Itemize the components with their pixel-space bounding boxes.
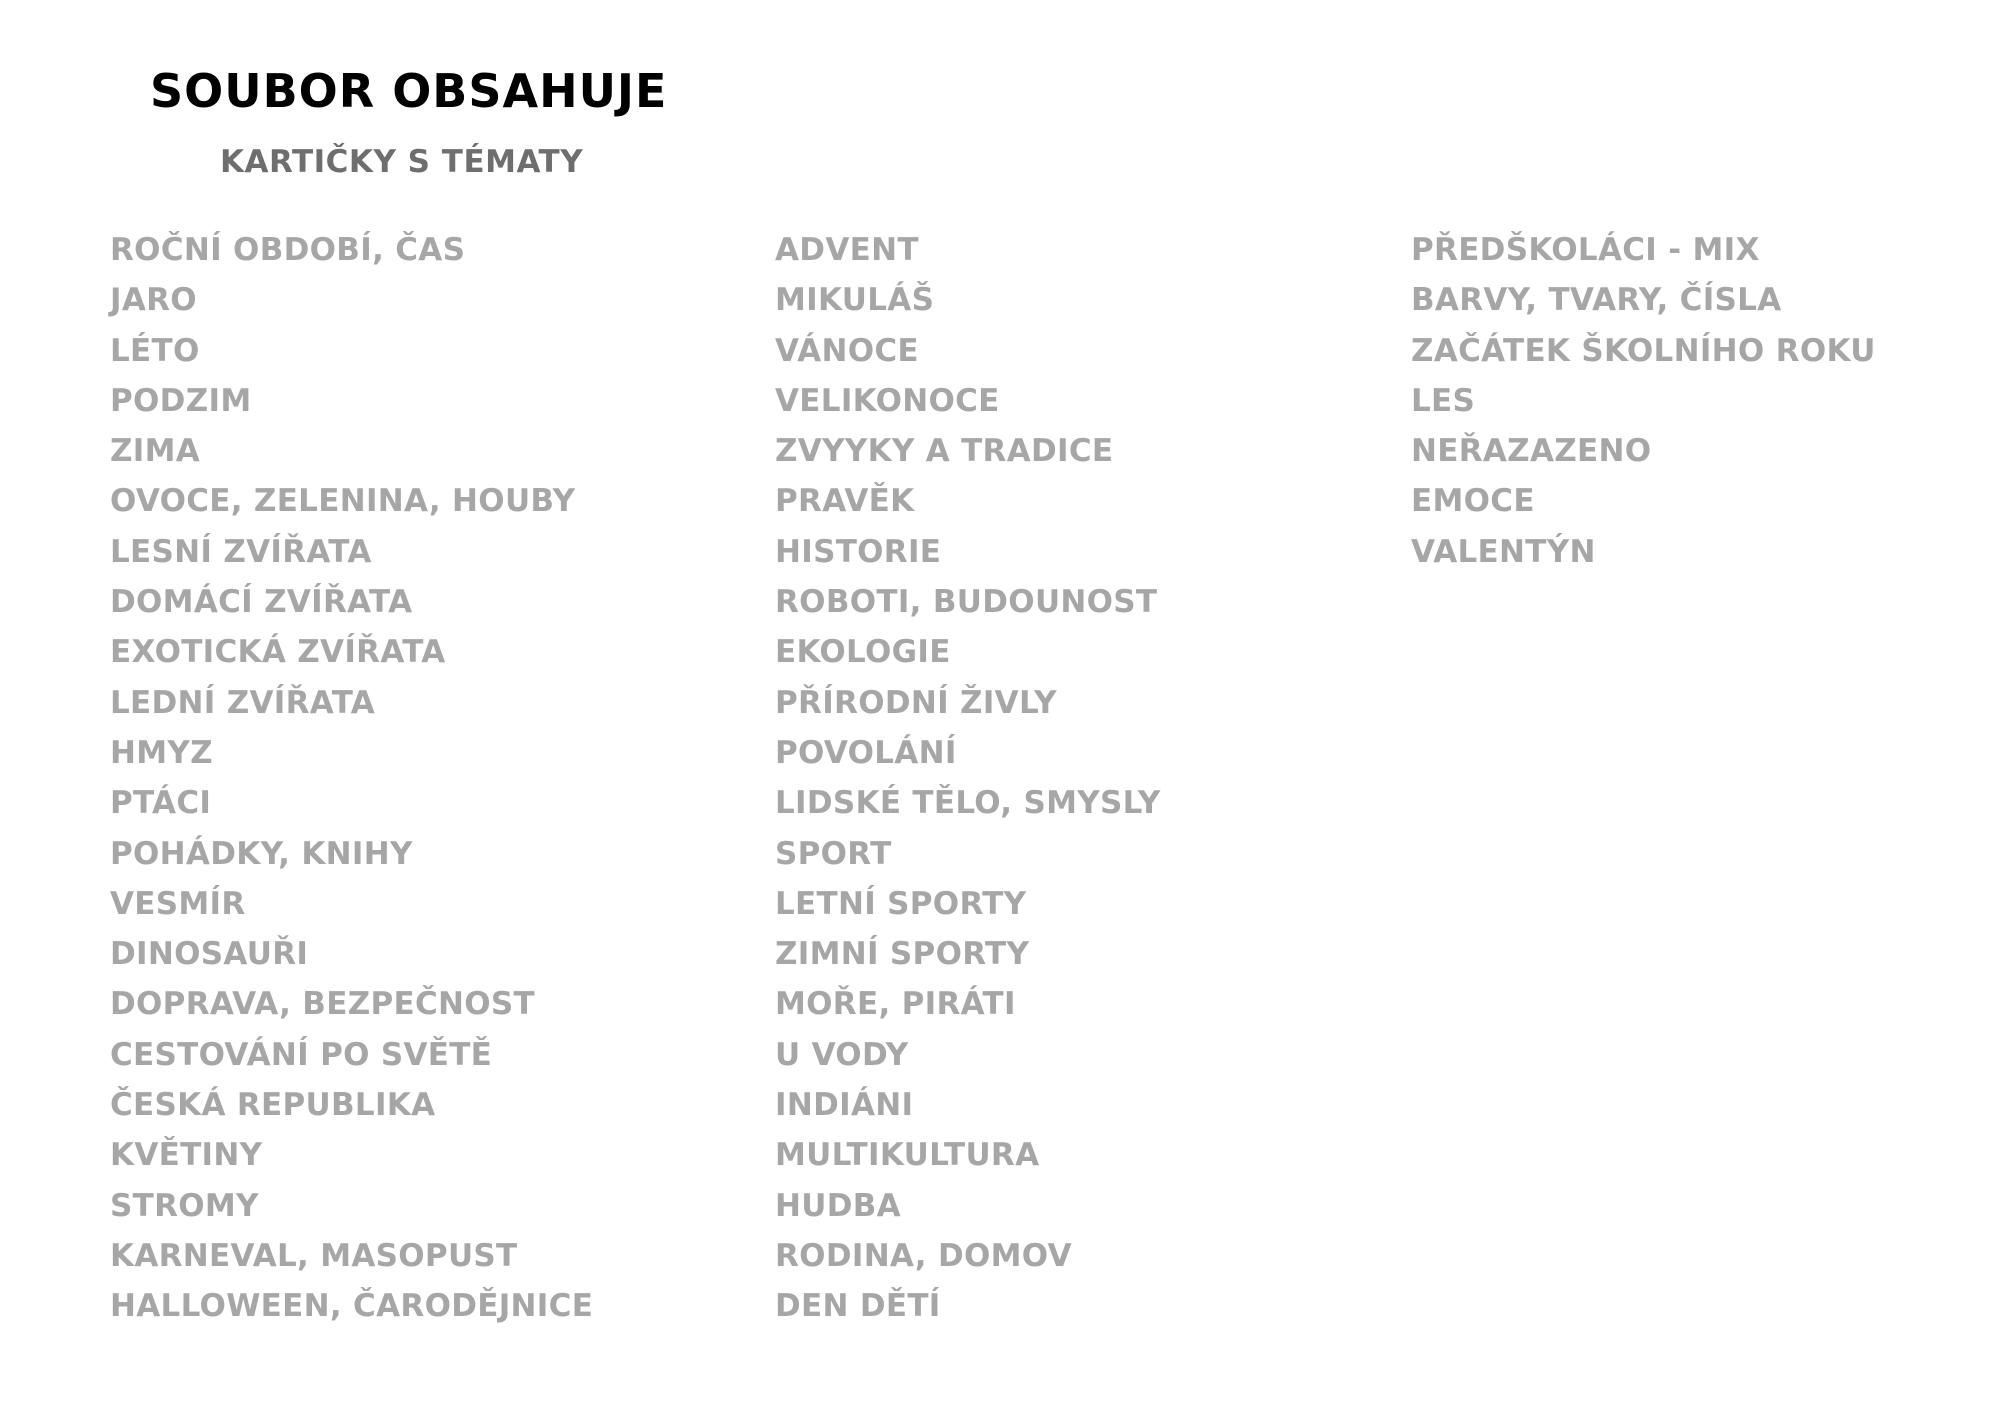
topic-item: INDIÁNI (775, 1087, 914, 1124)
topic-item: PODZIM (110, 382, 252, 419)
topic-item: VESMÍR (110, 885, 246, 922)
topic-item: DOPRAVA, BEZPEČNOST (110, 986, 535, 1023)
topic-item: KVĚTINY (110, 1137, 263, 1174)
topic-item: SPORT (775, 835, 892, 872)
topic-item: ROBOTI, BUDOUNOST (775, 584, 1158, 621)
topic-item: RODINA, DOMOV (775, 1237, 1072, 1274)
topic-item: CESTOVÁNÍ PO SVĚTĚ (110, 1036, 493, 1073)
topic-item: LESNÍ ZVÍŘATA (110, 533, 372, 570)
topic-item: LEDNÍ ZVÍŘATA (110, 684, 376, 721)
topic-item: ČESKÁ REPUBLIKA (110, 1087, 436, 1124)
topic-item: VALENTÝN (1411, 533, 1596, 570)
topic-column-2 (775, 225, 1161, 1332)
topic-item: HMYZ (110, 734, 213, 771)
topic-item: STROMY (110, 1187, 259, 1224)
topic-item: POHÁDKY, KNIHY (110, 835, 413, 872)
topic-item: MOŘE, PIRÁTI (775, 986, 1016, 1023)
topic-item: ROČNÍ OBDOBÍ, ČAS (110, 232, 466, 268)
topic-item: NEŘAZAZENO (1411, 433, 1652, 470)
topic-item: VÁNOCE (775, 332, 919, 369)
topic-item: U VODY (775, 1036, 909, 1073)
topic-item: ZIMNÍ SPORTY (775, 936, 1030, 973)
topic-item: DOMÁCÍ ZVÍŘATA (110, 584, 413, 621)
topic-item: PRAVĚK (775, 483, 915, 520)
topic-item: PTÁCI (110, 785, 212, 822)
topic-item: JARO (110, 282, 197, 319)
topic-item: LIDSKÉ TĚLO, SMYSLY (775, 785, 1161, 822)
topic-item: ZVYYKY A TRADICE (775, 433, 1114, 470)
topic-item: EXOTICKÁ ZVÍŘATA (110, 634, 446, 671)
topic-item: ZIMA (110, 433, 201, 470)
topic-item: LETNÍ SPORTY (775, 885, 1027, 922)
topic-item: HISTORIE (775, 533, 942, 570)
topic-item: PŘÍRODNÍ ŽIVLY (775, 684, 1057, 721)
topic-item: ADVENT (775, 232, 919, 268)
topic-column-3 (1411, 225, 1876, 577)
page-title: SOUBOR OBSAHUJE (150, 64, 668, 118)
topic-item: VELIKONOCE (775, 382, 1000, 419)
topic-item: OVOCE, ZELENINA, HOUBY (110, 483, 576, 520)
topic-item: LÉTO (110, 332, 200, 369)
topic-item: HUDBA (775, 1187, 901, 1224)
topic-item: LES (1411, 382, 1476, 419)
topic-column-1 (110, 225, 593, 1332)
topic-item: EMOCE (1411, 483, 1535, 520)
topic-item: KARNEVAL, MASOPUST (110, 1237, 518, 1274)
topic-item: MIKULÁŠ (775, 282, 935, 319)
topic-item: DEN DĚTÍ (775, 1288, 941, 1325)
topic-item: DINOSAUŘI (110, 936, 309, 973)
topic-item: PŘEDŠKOLÁCI - MIX (1411, 232, 1760, 268)
topic-item: EKOLOGIE (775, 634, 951, 671)
topic-item: POVOLÁNÍ (775, 734, 957, 771)
topic-item: BARVY, TVARY, ČÍSLA (1411, 282, 1782, 319)
topic-item: MULTIKULTURA (775, 1137, 1040, 1174)
topic-item: HALLOWEEN, ČARODĚJNICE (110, 1288, 594, 1325)
page-subtitle: KARTIČKY S TÉMATY (220, 144, 584, 180)
topic-item: ZAČÁTEK ŠKOLNÍHO ROKU (1411, 332, 1876, 369)
